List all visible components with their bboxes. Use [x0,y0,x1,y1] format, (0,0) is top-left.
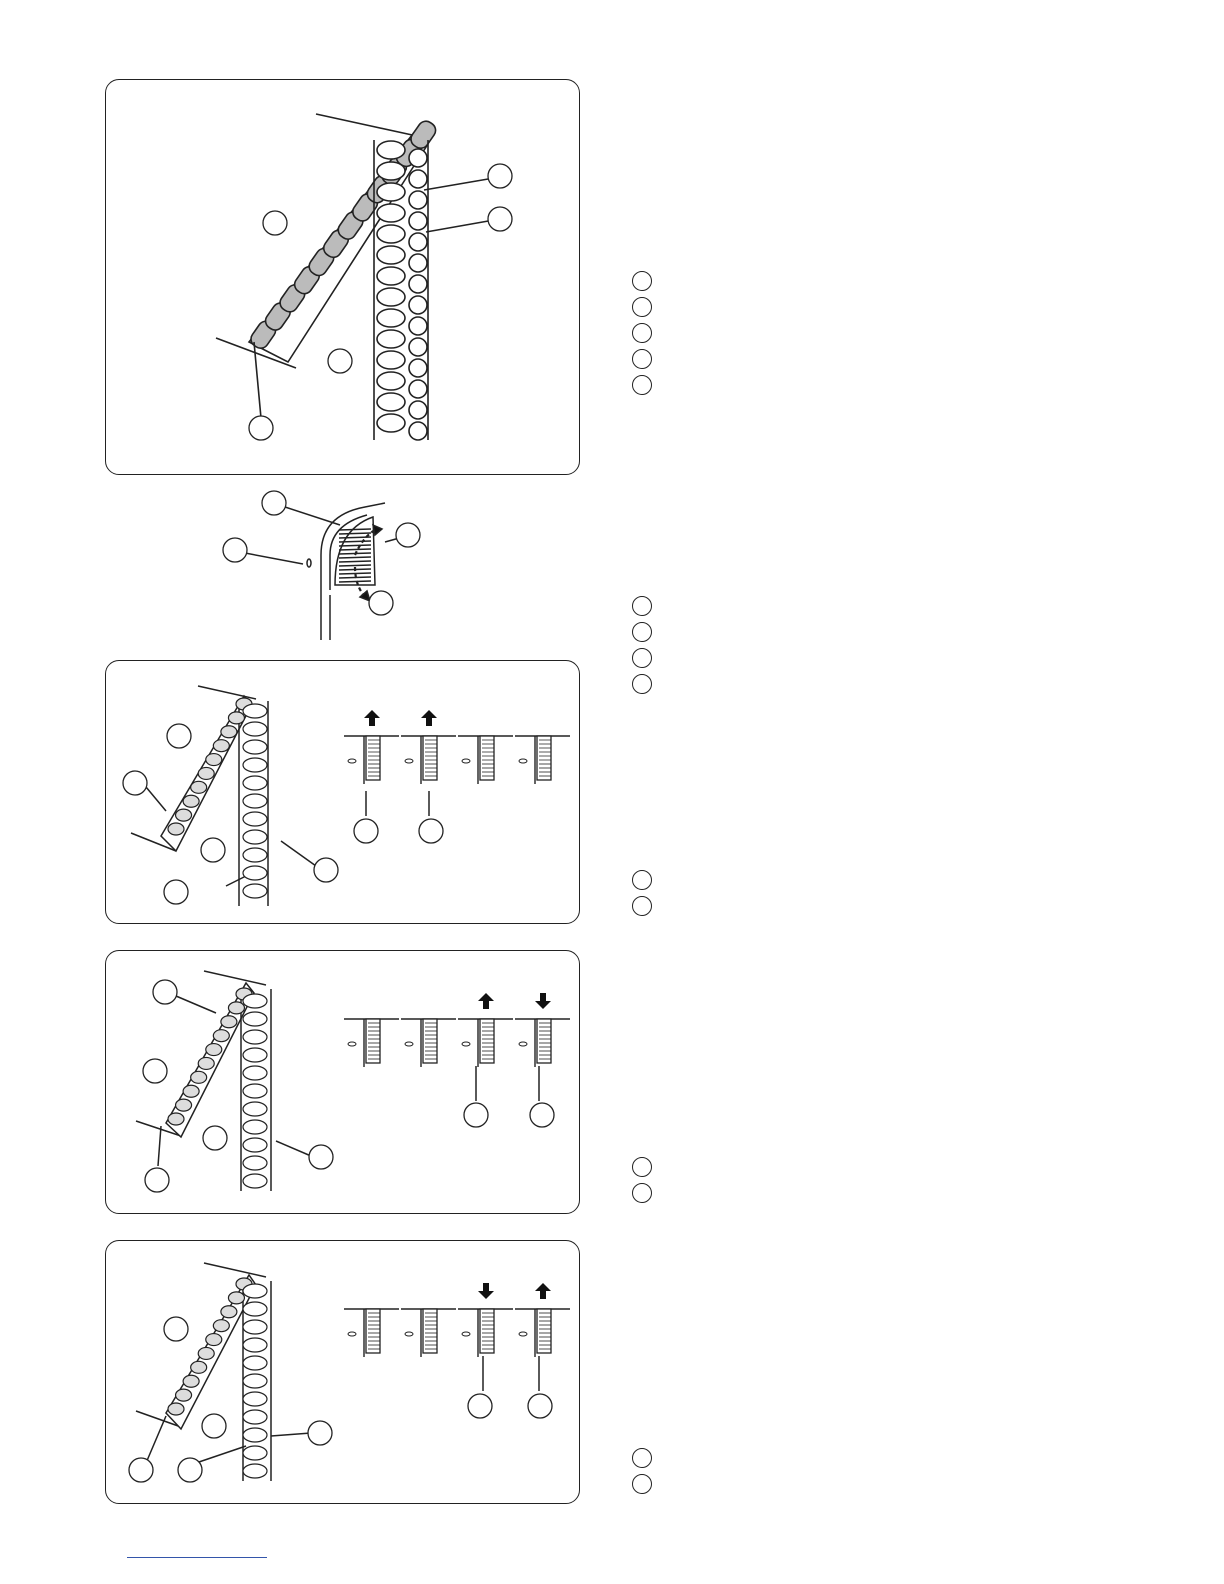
tension-dial [366,736,380,780]
stitch-loop [409,401,427,419]
arrow-up-icon [535,1283,551,1299]
stitch-loop [176,809,192,821]
stitch-loop [198,1347,214,1359]
stitch-loop [377,393,405,411]
tension-dial [480,1309,494,1353]
stitch-loop [191,1071,207,1083]
footer-rule [127,1557,267,1558]
stitch-loop [377,351,405,369]
stitch-loop [243,1012,267,1026]
legend-group-5 [632,1448,652,1500]
callout-circle [488,207,512,231]
stitch-loop [377,162,405,180]
stitch-loop [243,1120,267,1134]
stitch-loop [409,191,427,209]
dial-tick [339,557,371,558]
legend-circle [632,870,652,890]
stitch-loop [243,1392,267,1406]
stitch-loop [168,1403,184,1415]
stitch-loop [213,740,229,752]
stitch-loop [243,740,267,754]
stitch-loop [243,1446,267,1460]
callout-circle [369,591,393,615]
stitch-loop [168,823,184,835]
dial-tick [339,565,371,566]
stitch-loop [243,1374,267,1388]
legend-circle [632,297,652,317]
stitch-loop [213,1030,229,1042]
stitch-loop [243,866,267,880]
legend-circle [632,674,652,694]
stitch-loop [409,380,427,398]
stitch-loop [377,183,405,201]
stitch-loop [206,1334,222,1346]
legend-circle [632,1157,652,1177]
stitch-loop [409,359,427,377]
figure-panel-variant-b [105,950,580,1214]
tension-dial [480,736,494,780]
stitch-loop [409,170,427,188]
tension-dial [537,1019,551,1063]
stitch-loop [168,1113,184,1125]
stitch-loop [243,1084,267,1098]
legend-group-3 [632,870,652,922]
stitch-loop [198,1057,214,1069]
stitch-loop [243,1428,267,1442]
tension-dial [537,1309,551,1353]
stitch-loop [243,1302,267,1316]
callout-circle [262,491,286,515]
figure-tension-dial [215,485,435,650]
stitch-illustration [106,80,580,475]
stitch-loop [243,1066,267,1080]
stitch-loop [191,781,207,793]
stitch-loop [243,1138,267,1152]
stitch-loop [409,254,427,272]
dial-tick [339,561,371,562]
stitch-loop [243,1156,267,1170]
stitch-loop [243,1320,267,1334]
callout-circle [488,164,512,188]
stitch-loop [221,1306,237,1318]
legend-circle [632,271,652,291]
stitch-loop [243,1410,267,1424]
tension-dial [366,1019,380,1063]
dial-tick [339,581,371,582]
stitch-loop [243,722,267,736]
stitch-loop [183,1375,199,1387]
dial-tick [339,529,371,530]
arrow-down-icon [535,993,551,1009]
dial-tick [339,545,371,546]
stitch-loop [377,225,405,243]
legend-circle [632,375,652,395]
legend-circle [632,1448,652,1468]
legend-circle [632,1474,652,1494]
arrow-up-icon [421,710,437,726]
legend-circle [632,596,652,616]
dial-tick [339,573,371,574]
stitch-loop [243,1356,267,1370]
stitch-loop [228,712,244,724]
stitch-loop [228,1002,244,1014]
dial-tick [339,533,371,534]
stitch-loop [409,317,427,335]
stitch-loop [221,726,237,738]
legend-circle [632,622,652,642]
stitch-loop [409,338,427,356]
callout-circle [328,349,352,373]
stitch-loop [377,204,405,222]
variant-c-illustration [106,1241,580,1504]
stitch-loop [243,794,267,808]
stitch-loop [409,149,427,167]
callout-circle [249,416,273,440]
stitch-loop [243,1464,267,1478]
legend-group-4 [632,1157,652,1209]
stitch-loop [409,296,427,314]
stitch-loop [243,830,267,844]
stitch-loop [377,330,405,348]
tension-dial [480,1019,494,1063]
stitch-loop [243,776,267,790]
stitch-loop [243,704,267,718]
stitch-loop [198,767,214,779]
stitch-loop [243,1030,267,1044]
stitch-loop [243,1284,267,1298]
stitch-loop [183,795,199,807]
stitch-loop [206,1044,222,1056]
stitch-loop [377,288,405,306]
stitch-loop [243,758,267,772]
stitch-loop [377,414,405,432]
legend-circle [632,1183,652,1203]
stitch-loop [176,1389,192,1401]
dial-tick [339,549,371,550]
figure-panel-variant-a [105,660,580,924]
stitch-loop [243,848,267,862]
arrow-up-icon [478,993,494,1009]
stitch-loop [243,994,267,1008]
tension-dial [366,1309,380,1353]
tension-dial [423,1019,437,1063]
tension-dial [423,736,437,780]
tension-dial [423,1309,437,1353]
legend-group-2 [632,596,652,700]
stitch-loop [377,267,405,285]
arrow-up-icon [364,710,380,726]
stitch-loop [213,1320,229,1332]
stitch-loop [191,1361,207,1373]
stitch-loop [409,422,427,440]
legend-circle [632,648,652,668]
stitch-loop [243,1338,267,1352]
stitch-loop [228,1292,244,1304]
stitch-loop [409,233,427,251]
stitch-loop [377,372,405,390]
tension-dial-illustration [215,485,435,650]
legend-circle [632,323,652,343]
stitch-loop [409,212,427,230]
variant-b-illustration [106,951,580,1214]
legend-group-1 [632,271,652,401]
figure-panel-stitch [105,79,580,475]
stitch-loop [243,884,267,898]
stitch-loop [409,275,427,293]
stitch-loop [377,246,405,264]
stitch-loop [183,1085,199,1097]
tension-dial [537,736,551,780]
legend-circle [632,349,652,369]
callout-circle [263,211,287,235]
stitch-loop [221,1016,237,1028]
arrow-down-icon [478,1283,494,1299]
variant-a-illustration [106,661,580,924]
stitch-loop [377,309,405,327]
stitch-loop [206,754,222,766]
stitch-loop [243,812,267,826]
stitch-loop [243,1048,267,1062]
figure-panel-variant-c [105,1240,580,1504]
stitch-loop [243,1174,267,1188]
stitch-loop [176,1099,192,1111]
legend-circle [632,896,652,916]
callout-circle [223,538,247,562]
stitch-loop [377,141,405,159]
dial-tick [339,541,371,542]
callout-circle [396,523,420,547]
stitch-loop [243,1102,267,1116]
